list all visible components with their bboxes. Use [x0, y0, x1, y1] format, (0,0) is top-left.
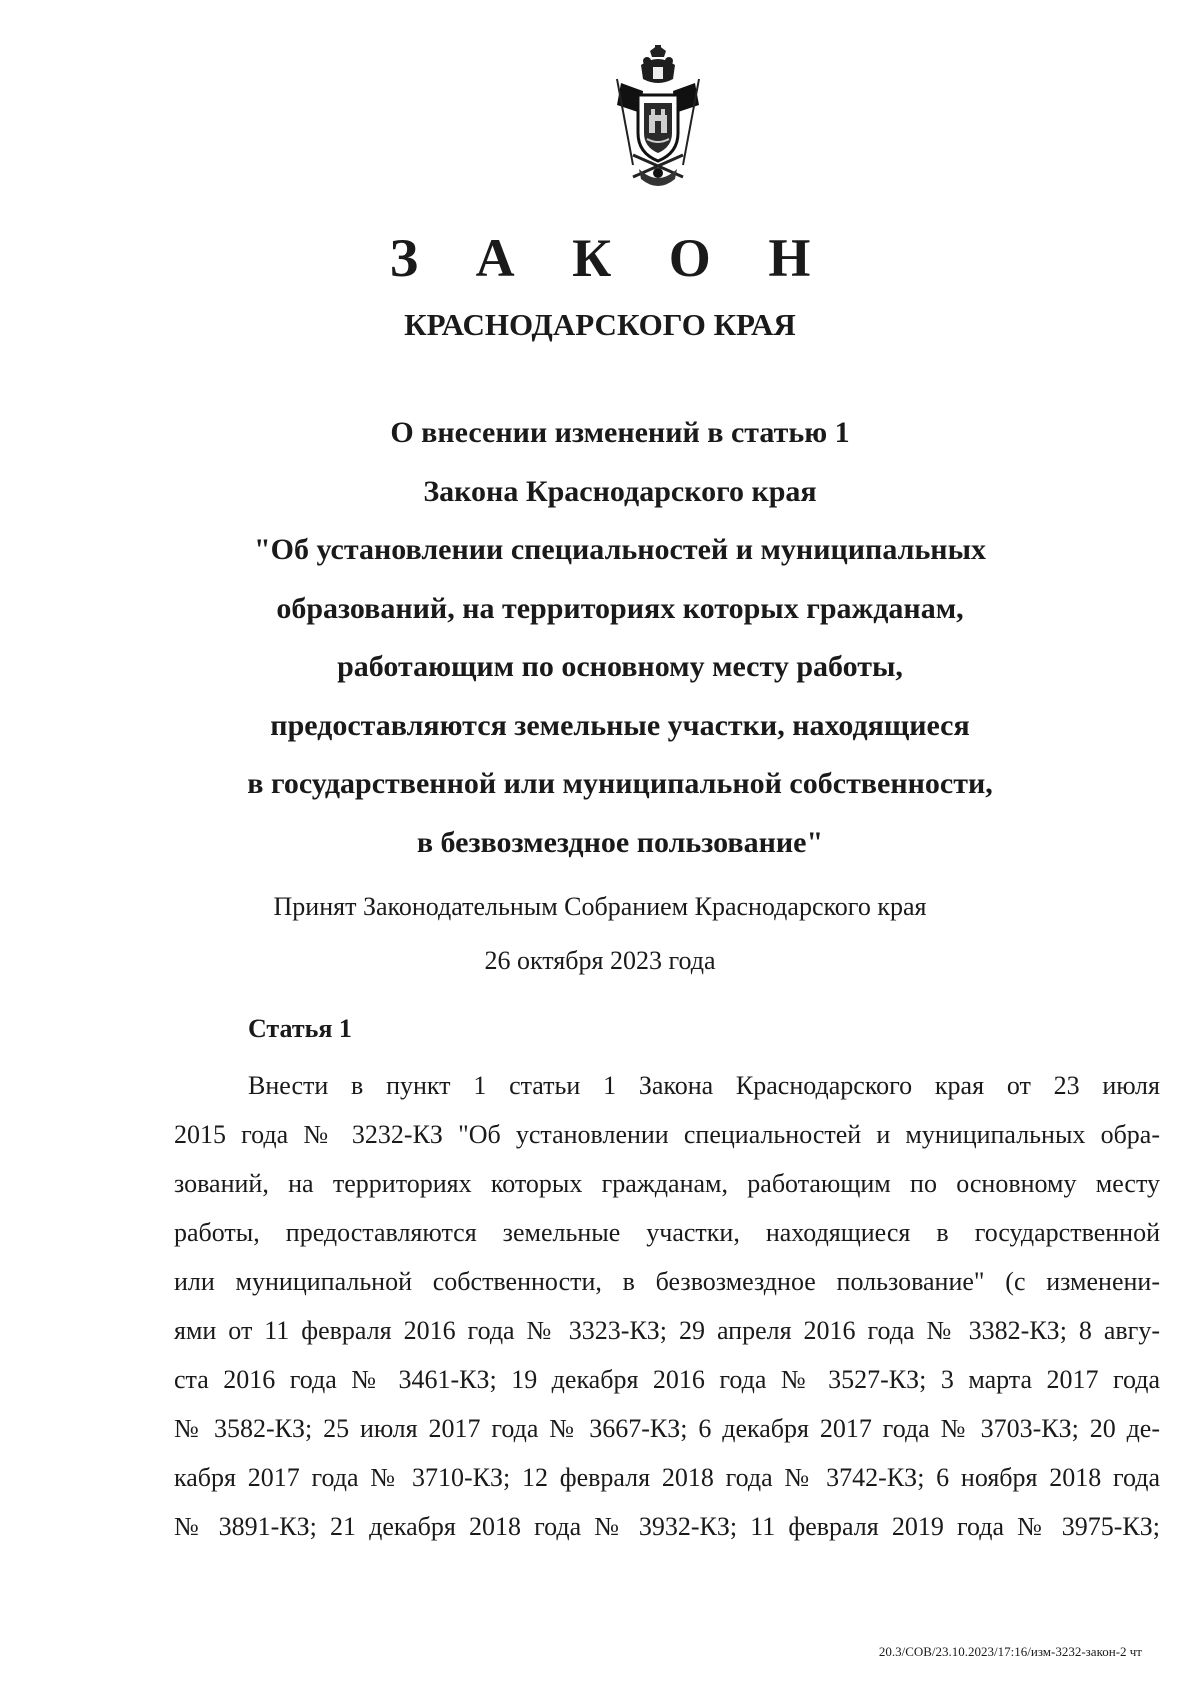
subject-line: предоставляются земельные участки, находящиеся: [270, 708, 970, 742]
article-line: ста 2016 года № 3461-КЗ; 19 декабря 2016 года № 3527-КЗ; 3 марта 2017 года: [174, 1365, 1160, 1394]
article-line: работы, предоставляются земельные участки, находящиеся в государственной: [174, 1218, 1160, 1247]
subject-line: "Об установлении специальностей и муниципальных: [253, 533, 987, 566]
subject-line: в государственной или муниципальной собственности,: [247, 767, 993, 800]
article-line: № 3891-КЗ; 21 декабря 2018 года № 3932-КЗ; 11 февраля 2019 года № 3975-КЗ;: [174, 1512, 1160, 1541]
subject-line: Закона Краснодарского края: [423, 474, 817, 508]
subject-line: в безвозмездное пользование": [416, 825, 824, 859]
document-code: 20.3/СОВ/23.10.2023/17:16/изм-3232-закон-2 чт: [878, 1644, 1142, 1659]
law-title: З А К О Н: [389, 228, 833, 288]
adoption-date: 26 октября 2023 года: [484, 946, 716, 975]
law-subject: [200, 404, 1040, 872]
article-line: кабря 2017 года № 3710-КЗ; 12 февраля 2018 года № 3742-КЗ; 6 ноября 2018 года: [174, 1463, 1160, 1492]
adoption-body: Принят Законодательным Собранием Краснодарского края: [273, 892, 927, 921]
article-title: Статья 1: [248, 1014, 352, 1043]
subject-line: работающим по основному месту работы,: [337, 650, 903, 683]
article-line: ями от 11 февраля 2016 года № 3323-КЗ; 29 апреля 2016 года № 3382-КЗ; 8 авгу-: [174, 1316, 1160, 1345]
article-line: Внести в пункт 1 статьи 1 Закона Краснодарского края от 23 июля: [248, 1071, 1160, 1100]
coat-of-arms-emblem: [603, 45, 713, 195]
subject-line: О внесении изменений в статью 1: [390, 416, 850, 449]
law-region: КРАСНОДАРСКОГО КРАЯ: [404, 307, 796, 342]
article-line: зований, на территориях которых гражданам, работающим по основному месту: [174, 1169, 1160, 1198]
article-line: или муниципальной собственности, в безвозмездное пользование" (с изменени-: [174, 1267, 1160, 1296]
article-line: № 3582-КЗ; 25 июля 2017 года № 3667-КЗ; 6 декабря 2017 года № 3703-КЗ; 20 де-: [174, 1414, 1160, 1443]
adoption-info: [0, 880, 1200, 988]
article-line: 2015 года № 3232-КЗ "Об установлении специальностей и муниципальных обра-: [174, 1120, 1160, 1149]
subject-line: образований, на территориях которых гражданам,: [276, 591, 964, 625]
article-body: [174, 1061, 1160, 1551]
